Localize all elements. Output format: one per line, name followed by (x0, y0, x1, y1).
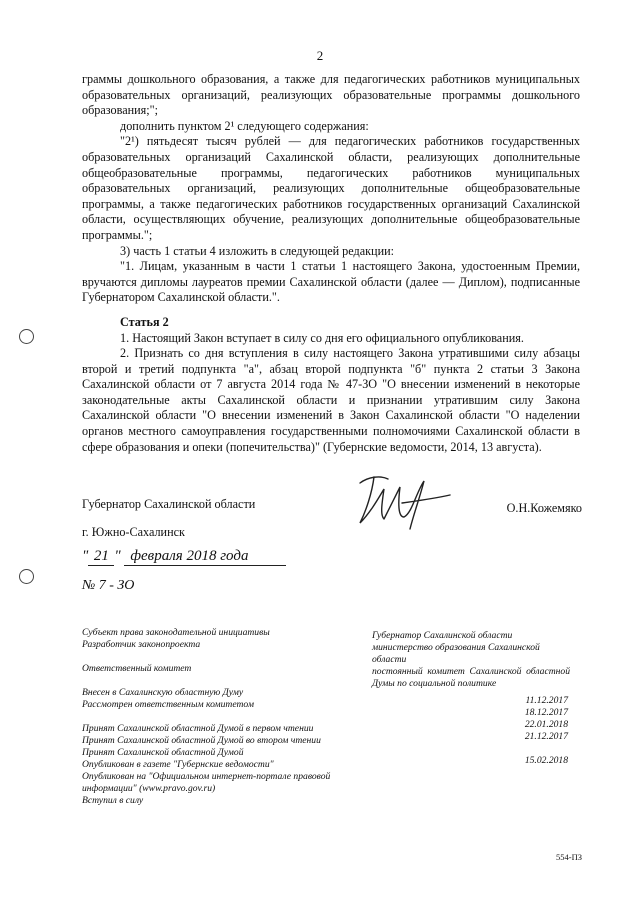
page-number: 2 (316, 48, 324, 63)
place-of-signing: г. Южно-Сахалинск (82, 525, 185, 539)
signatory-position: Губернатор Сахалинской области (82, 497, 256, 511)
law-body-text (82, 72, 580, 455)
paragraph: 2. Признать со дня вступления в силу настоящего Закона утратившими силу абзацы второй и третий подпункта "а", абзац второй подпункта "б" пункта 2 статьи 3 Закона Сахалинской области от 7 августа 2014 года № 47-ЗО "О внесении изменений в некоторые законодательные акты Сахалинской области и признании утратившим силу Закона Сахалинской области "О внесении изменений в Закон Сахалинской области "О наделении органов местного самоуправления государственными полномочиями Сахалинской области в сфере образования и опеки (попечительства)" (Губернские ведомости, 2014, 13 августа). (82, 346, 580, 454)
document-code: 554-ПЗ (556, 852, 582, 862)
meta-value: Губернатор Сахалинской области (372, 630, 513, 641)
signatory-name: О.Н.Кожемяко (506, 501, 582, 515)
date-day: 21 (88, 548, 114, 566)
meta-label: Ответственный комитет (82, 663, 192, 674)
meta-date: 21.12.2017 (524, 731, 568, 742)
meta-label: Субъект права законодательной инициативы (82, 627, 270, 638)
punch-hole-icon (19, 329, 34, 344)
meta-label (82, 675, 362, 687)
meta-date: 15.02.2018 (524, 755, 568, 766)
paragraph: граммы дошкольного образования, а также для педагогических работников муниципальных образовательных организаций, реализующих образовательные программы дошкольного образования;"; (82, 72, 580, 118)
number-prefix: № (82, 578, 96, 593)
meta-label: Принят Сахалинской областной Думой во втором чтении (82, 735, 321, 746)
meta-label: Вступил в силу (82, 795, 144, 806)
meta-label: Рассмотрен ответственным комитетом (82, 699, 254, 710)
handwritten-date (82, 548, 286, 566)
meta-label: Принят Сахалинской областной Думой (82, 747, 244, 758)
punch-hole-icon (19, 569, 34, 584)
meta-value: министерство образования Сахалинской области (372, 642, 540, 665)
legislative-history-labels (82, 627, 362, 807)
number-value: 7 - ЗО (98, 578, 135, 593)
meta-label: Опубликован на "Официальном интернет-портале правовой информации" (www.pravo.gov.ru) (82, 771, 331, 794)
paragraph: "1. Лицам, указанным в части 1 статьи 1 настоящего Закона, удостоенным Премии, вручаются дипломы лауреатов премии Сахалинской области (далее — Диплом), подписанные Губернатором Сахалинской области.". (82, 259, 580, 305)
meta-value: постоянный комитет Сахалинской областной Думы по социальной политике (372, 666, 570, 689)
date-open-quote: " (82, 548, 89, 564)
meta-date (470, 743, 568, 755)
date-close-quote: " (114, 548, 121, 564)
meta-date: 22.01.2018 (524, 719, 568, 730)
meta-label: Опубликован в газете "Губернские ведомости" (82, 759, 274, 770)
paragraph: дополнить пунктом 2¹ следующего содержания: (120, 118, 369, 133)
paragraph: "2¹) пятьдесят тысяч рублей — для педагогических работников государственных образовательных организаций Сахалинской области, реализующих дополнительные общеобразовательные программы, педагогических работников муниципальных образовательных организаций, реализующих дополнительные общеобразовательные программы, а также педагогических работников государственных организаций Сахалинской области, осуществляющих обучение, реализующих дополнительные общеобразовательные программы."; (82, 134, 580, 242)
meta-label: Принят Сахалинской областной Думой в первом чтении (82, 723, 314, 734)
legislative-history-dates (470, 695, 568, 767)
paragraph: 1. Настоящий Закон вступает в силу со дня его официального опубликования. (120, 330, 524, 345)
paragraph-spacer (82, 306, 580, 315)
legislative-history-values (372, 630, 570, 690)
handwritten-signature-icon (354, 473, 454, 535)
meta-label (82, 711, 362, 723)
meta-label: Внесен в Сахалинскую областную Думу (82, 687, 244, 698)
date-month-year: февраля 2018 года (124, 548, 286, 566)
meta-label (82, 651, 362, 663)
law-number (82, 578, 134, 594)
meta-date: 18.12.2017 (524, 707, 568, 718)
paragraph: 3) часть 1 статьи 4 изложить в следующей редакции: (120, 243, 395, 258)
meta-label: Разработчик законопроекта (82, 639, 201, 650)
article-heading: Статья 2 (120, 314, 169, 329)
meta-date: 11.12.2017 (525, 695, 568, 706)
